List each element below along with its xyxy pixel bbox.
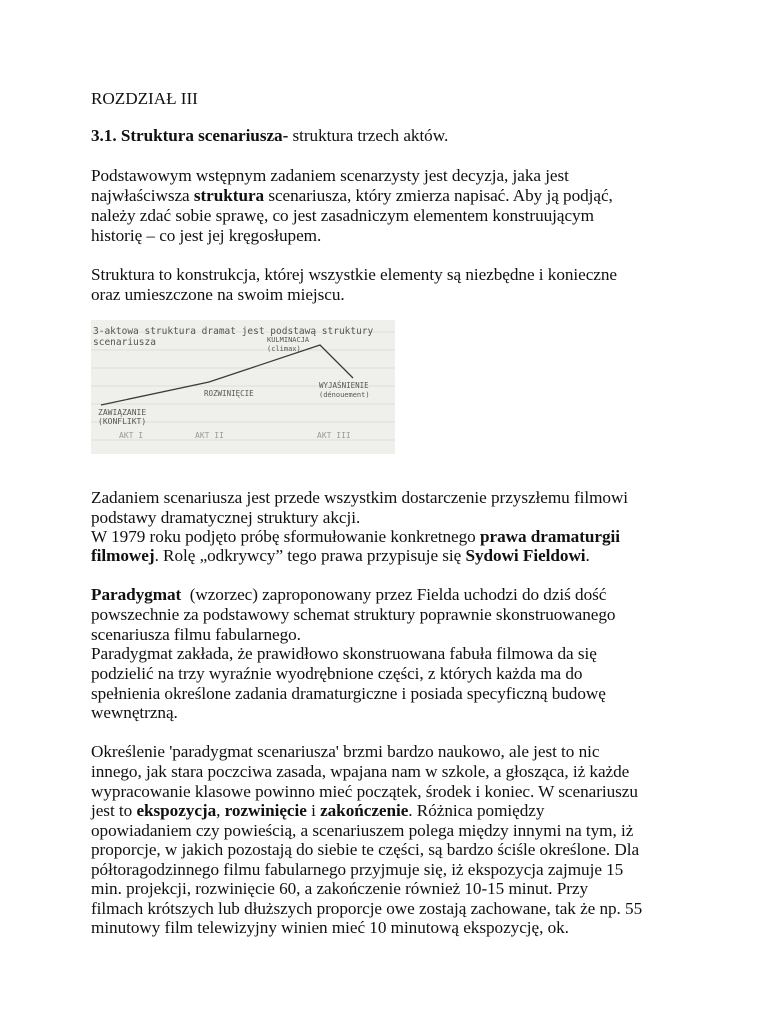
- paragraph-5-line-2: innego, jak stara poczciwa zasada, wpajana nam w szkole, a głosząca, iż każde: [91, 762, 630, 781]
- sketch-label-resolution: WYJAŚNIENIE: [319, 381, 369, 390]
- bold-term-law: prawa dramaturgii: [479, 527, 620, 546]
- text-run: (wzorzec) zaproponowany przez Fielda uchodzi do dziś dość: [181, 585, 607, 604]
- paragraph-4-line-2: powszechnie za podstawowy schemat struktury poprawnie skonstruowanego: [91, 605, 616, 624]
- paragraph-5-line-6: proporcje, w jakich pozostają do siebie te części, są bardzo ściśle określone. Dla: [91, 840, 640, 859]
- paragraph-5-line-7: półtoragodzinnego filmu fabularnego przyjmuje się, iż ekspozycja zajmuje 15: [91, 860, 624, 879]
- section-subtitle: struktura trzech aktów.: [288, 126, 449, 145]
- bold-term-film: filmowej: [91, 546, 155, 565]
- paragraph-1-line-2: [91, 186, 613, 206]
- sketch-drawing: [91, 320, 395, 454]
- paragraph-3-line-1: Zadaniem scenariusza jest przede wszystkim dostarczenie przyszłemu filmowi: [91, 488, 629, 507]
- sketch-label-act-2: AKT II: [195, 431, 224, 440]
- bold-term-exposition: ekspozycja: [136, 801, 217, 820]
- text-run: scenariusza, który zmierza napisać. Aby ją podjąć,: [264, 186, 613, 205]
- bold-term-struktura: struktura: [193, 186, 265, 205]
- paragraph-5-line-3: wypracowanie klasowe powinno mieć początek, środek i koniec. W scenariuszu: [91, 782, 638, 801]
- sketch-label-act-1: AKT I: [119, 431, 144, 440]
- paragraph-5-line-9: filmach krótszych lub dłuższych proporcje owe zostają zachowane, tak że np. 55: [91, 899, 643, 918]
- paragraph-4-line-6: spełnienia określone zadania dramaturgiczne i posiada specyficzną budowę: [91, 684, 606, 703]
- three-act-structure-sketch: [91, 320, 395, 454]
- paragraph-5-line-4: [91, 801, 544, 821]
- sketch-label-resolution-sub: (dénouement): [319, 391, 370, 399]
- text-run: ,: [216, 801, 225, 820]
- text-run: najwłaściwsza: [91, 186, 194, 205]
- bold-term-paradigm: Paradygmat: [91, 585, 182, 604]
- paragraph-2-line-2: oraz umieszczone na swoim miejscu.: [91, 285, 345, 304]
- text-run: W 1979 roku podjęto próbę sformułowanie konkretnego: [91, 527, 480, 546]
- paragraph-1-line-3: należy zdać sobie sprawę, co jest zasadniczym elementem konstruującym: [91, 206, 594, 225]
- section-number-title: 3.1. Struktura scenariusza-: [91, 126, 289, 145]
- text-run: . Rolę „odkrywcy” tego prawa przypisuje się: [154, 546, 466, 565]
- paragraph-5-line-1: Określenie 'paradygmat scenariusza' brzmi bardzo naukowo, ale jest to nic: [91, 742, 600, 761]
- paragraph-4-line-3: scenariusza filmu fabularnego.: [91, 625, 301, 644]
- paragraph-4-line-4: Paradygmat zakłada, że prawidłowo skonstruowana fabuła filmowa da się: [91, 644, 597, 663]
- paragraph-5-line-5: opowiadaniem czy powieścią, a scenariuszem polega między innymi na tym, iż: [91, 821, 634, 840]
- text-run: jest to: [91, 801, 137, 820]
- bold-term-development: rozwinięcie: [224, 801, 307, 820]
- sketch-label-setup: ZAWIĄZANIE: [98, 408, 147, 417]
- paragraph-5-line-8: min. projekcji, rozwinięcie 60, a zakończenie również 10-15 minut. Przy: [91, 879, 589, 898]
- text-run: i: [306, 801, 321, 820]
- sketch-label-development: ROZWINIĘCIE: [204, 389, 254, 398]
- paragraph-1-line-4: historię – co jest jej kręgosłupem.: [91, 226, 322, 245]
- bold-term-syd-field: Sydowi Fieldowi: [465, 546, 586, 565]
- section-title: [91, 126, 448, 146]
- bold-term-ending: zakończenie: [320, 801, 409, 820]
- paragraph-4-line-1: [91, 585, 606, 605]
- paragraph-3-line-3: [91, 527, 620, 547]
- text-run: .: [585, 546, 590, 565]
- paragraph-2-line-1: Struktura to konstrukcja, której wszystkie elementy są niezbędne i konieczne: [91, 265, 617, 284]
- paragraph-4-line-5: podzielić na trzy wyraźnie wyodrębnione części, z których każda ma do: [91, 664, 583, 683]
- paragraph-3-line-2: podstawy dramatycznej struktury akcji.: [91, 508, 361, 527]
- sketch-title-line-1: 3-aktowa struktura dramat jest podstawą struktury: [93, 326, 374, 337]
- paragraph-1-line-1: Podstawowym wstępnym zadaniem scenarzysty jest decyzja, jaka jest: [91, 166, 569, 185]
- sketch-label-climax-sub: (climax): [267, 345, 301, 353]
- sketch-label-setup-sub: (KONFLIKT): [98, 417, 147, 426]
- paragraph-3-line-4: [91, 546, 590, 566]
- sketch-title-line-2: scenariusza: [93, 337, 156, 348]
- paragraph-4-line-7: wewnętrzną.: [91, 703, 178, 722]
- sketch-label-climax: KULMINACJA: [267, 336, 310, 344]
- text-run: . Różnica pomiędzy: [408, 801, 545, 820]
- sketch-label-act-3: AKT III: [317, 431, 351, 440]
- paragraph-5-line-10: minutowy film telewizyjny winien mieć 10 minutową ekspozycję, ok.: [91, 918, 569, 937]
- chapter-heading: ROZDZIAŁ III: [91, 89, 198, 108]
